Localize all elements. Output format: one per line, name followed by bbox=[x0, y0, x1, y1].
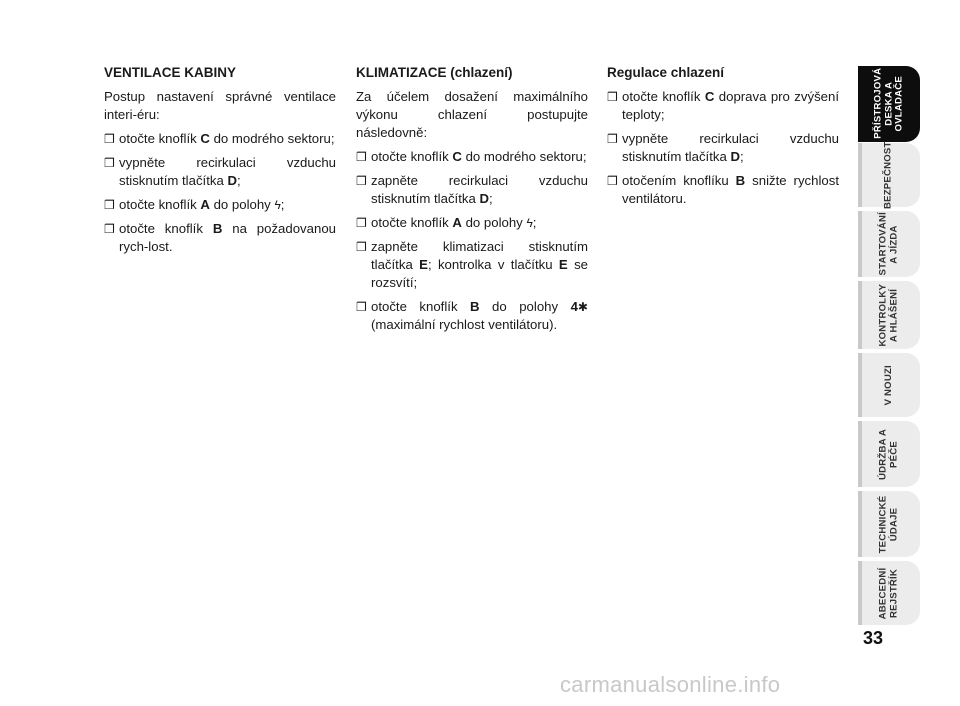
item-text: otočením knoflíku bbox=[622, 173, 736, 188]
control-key: C bbox=[704, 89, 715, 104]
item-text: vypněte recirkulaci vzduchu stisknutím tlačítka bbox=[622, 131, 839, 164]
control-key: A bbox=[452, 215, 462, 230]
control-key: B bbox=[735, 173, 746, 188]
symbol-icon: ϟ bbox=[274, 198, 281, 212]
section-intro: Za účelem dosažení maximálního výkonu chlazení postupujte následovně: bbox=[356, 89, 588, 140]
tab-maintenance[interactable] bbox=[858, 421, 920, 487]
list-item bbox=[356, 172, 588, 208]
item-text: do polohy bbox=[209, 197, 275, 212]
tab-label: V NOUZI bbox=[882, 364, 894, 406]
list-item bbox=[356, 298, 588, 334]
tab-label: PŘÍSTROJOVÁ DESKA A OVLADAČE bbox=[872, 68, 905, 139]
item-text: do modrého sektoru; bbox=[209, 131, 335, 146]
item-text: do polohy bbox=[479, 299, 571, 314]
control-key: D bbox=[227, 173, 237, 188]
item-text: do polohy bbox=[461, 215, 527, 230]
control-key: B bbox=[212, 221, 223, 236]
chapter-tabs bbox=[858, 66, 922, 626]
item-text: ; bbox=[740, 149, 744, 164]
control-key: 4 bbox=[570, 299, 578, 314]
tab-label: ÚDRŽBA A PÉČE bbox=[877, 428, 899, 480]
item-text: ; bbox=[532, 215, 537, 230]
section-heading: Regulace chlazení bbox=[607, 65, 725, 80]
column-cooling-regulation bbox=[607, 64, 839, 214]
tab-emergency[interactable] bbox=[858, 353, 920, 417]
list-item bbox=[104, 130, 336, 148]
checkbox-bullet-icon: ❒ bbox=[356, 300, 367, 314]
item-text: se rozsvítí; bbox=[371, 257, 589, 290]
tab-technical-data[interactable] bbox=[858, 491, 920, 557]
symbol-icon: ✱ bbox=[577, 300, 588, 314]
symbol-icon: ϟ bbox=[526, 216, 533, 230]
item-text: vypněte recirkulaci vzduchu stisknutím tlačítka bbox=[119, 155, 336, 188]
watermark: carmanualsonline.info bbox=[560, 672, 781, 697]
item-text: otočte knoflík bbox=[371, 149, 453, 164]
item-text: ; bbox=[280, 197, 285, 212]
checkbox-bullet-icon: ❒ bbox=[104, 156, 115, 170]
checkbox-bullet-icon: ❒ bbox=[104, 222, 115, 236]
control-key: E bbox=[558, 257, 568, 272]
bullet-list bbox=[104, 130, 336, 256]
checkbox-bullet-icon: ❒ bbox=[356, 174, 367, 188]
control-key: C bbox=[452, 149, 462, 164]
checkbox-bullet-icon: ❒ bbox=[607, 174, 618, 188]
checkbox-bullet-icon: ❒ bbox=[104, 132, 115, 146]
bullet-list bbox=[356, 148, 588, 334]
column-air-conditioning bbox=[356, 64, 588, 340]
list-item bbox=[607, 88, 839, 124]
tab-index[interactable] bbox=[858, 561, 920, 625]
item-text: ; kontrolka v tlačítku bbox=[427, 257, 559, 272]
item-text: na požadovanou rych-lost. bbox=[119, 221, 336, 254]
tab-label: STARTOVÁNÍ A JÍZDA bbox=[877, 211, 899, 275]
tab-safety[interactable] bbox=[858, 143, 920, 207]
checkbox-bullet-icon: ❒ bbox=[356, 150, 367, 164]
list-item bbox=[356, 148, 588, 166]
checkbox-bullet-icon: ❒ bbox=[356, 240, 367, 254]
checkbox-bullet-icon: ❒ bbox=[356, 216, 367, 230]
tab-starting-driving[interactable] bbox=[858, 211, 920, 277]
item-text: ; bbox=[489, 191, 493, 206]
column-ventilation bbox=[104, 64, 336, 262]
page-number: 33 bbox=[862, 628, 884, 648]
list-item bbox=[607, 172, 839, 208]
bullet-list bbox=[607, 88, 839, 208]
list-item bbox=[104, 154, 336, 190]
item-text: snižte rychlost ventilátoru. bbox=[622, 173, 839, 206]
list-item bbox=[356, 214, 588, 232]
item-text: zapněte recirkulaci vzduchu stisknutím tlačítka bbox=[371, 173, 588, 206]
item-text: otočte knoflík bbox=[371, 215, 453, 230]
section-heading: VENTILACE KABINY bbox=[104, 65, 237, 80]
checkbox-bullet-icon: ❒ bbox=[104, 198, 115, 212]
list-item bbox=[607, 130, 839, 166]
list-item bbox=[104, 196, 336, 214]
item-text: otočte knoflík bbox=[371, 299, 471, 314]
tab-label: ABECEDNÍ REJSTŘÍK bbox=[877, 567, 899, 619]
list-item bbox=[104, 220, 336, 256]
tab-label: BEZPEČNOST bbox=[882, 141, 894, 209]
item-text: otočte knoflík bbox=[119, 221, 213, 236]
item-text: doprava pro zvýšení teploty; bbox=[622, 89, 839, 122]
checkbox-bullet-icon: ❒ bbox=[607, 132, 618, 146]
tab-instrument-panel[interactable] bbox=[858, 66, 920, 142]
item-text: (maximální rychlost ventilátoru). bbox=[371, 317, 558, 332]
item-text: ; bbox=[237, 173, 241, 188]
section-intro: Postup nastavení správné ventilace interi-éru: bbox=[104, 89, 336, 122]
checkbox-bullet-icon: ❒ bbox=[607, 90, 618, 104]
item-text: otočte knoflík bbox=[622, 89, 705, 104]
item-text: otočte knoflík bbox=[119, 131, 201, 146]
control-key: C bbox=[200, 131, 210, 146]
tab-label: KONTROLKY A HLÁŠENÍ bbox=[877, 283, 899, 346]
control-key: B bbox=[470, 299, 480, 314]
tab-warning-lights[interactable] bbox=[858, 281, 920, 349]
item-text: otočte knoflík bbox=[119, 197, 201, 212]
control-key: D bbox=[730, 149, 740, 164]
section-heading: KLIMATIZACE (chlazení) bbox=[356, 65, 513, 80]
item-text: do modrého sektoru; bbox=[461, 149, 587, 164]
item-text: zapněte klimatizaci stisknutím tlačítka bbox=[371, 239, 588, 272]
control-key: A bbox=[200, 197, 210, 212]
list-item bbox=[356, 238, 588, 292]
control-key: E bbox=[419, 257, 428, 272]
control-key: D bbox=[479, 191, 489, 206]
tab-label: TECHNICKÉ ÚDAJE bbox=[877, 495, 899, 553]
